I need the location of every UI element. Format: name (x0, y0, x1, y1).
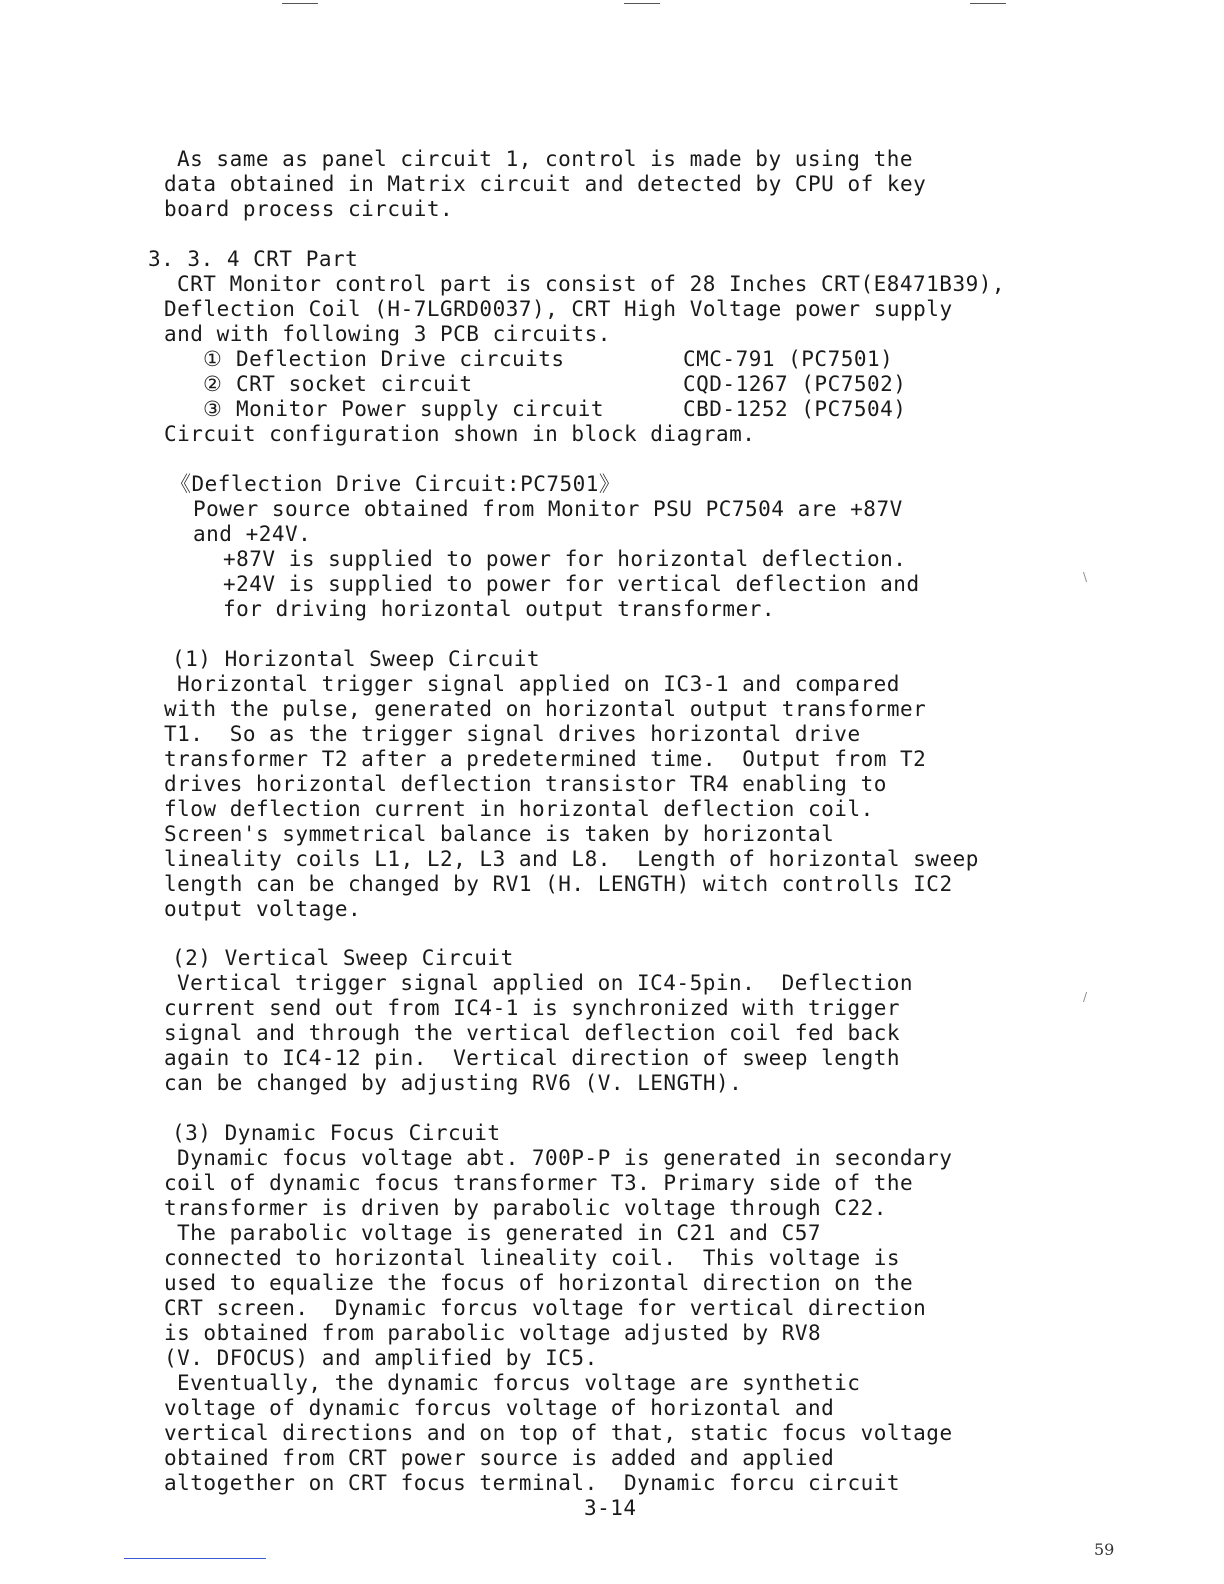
horizontal-line: drives horizontal deflection transistor TR4 enabling to (164, 772, 887, 796)
horizontal-line: transformer T2 after a predetermined time. Output from T2 (164, 747, 927, 771)
dynamic-focus-line: Dynamic focus voltage abt. 700P-P is generated in secondary (177, 1146, 953, 1170)
scan-mark-left (282, 3, 318, 4)
circuit-item-code: CMC-791 (PC7501) (683, 347, 894, 371)
vertical-line: Vertical trigger signal applied on IC4-5pin. Deflection (177, 971, 914, 995)
dynamic-focus-line: voltage of dynamic forcus voltage of horizontal and (164, 1396, 835, 1420)
section-heading-vertical-sweep: (2) Vertical Sweep Circuit (172, 946, 514, 970)
horizontal-line: with the pulse, generated on horizontal output transformer (164, 697, 927, 721)
corner-mark: 59 (1094, 1540, 1115, 1559)
deflection-drive-line: Power source obtained from Monitor PSU PC7504 are +87V (193, 497, 903, 521)
circuit-item-number: ② (203, 372, 223, 396)
intro-line: board process circuit. (164, 197, 454, 221)
dynamic-focus-line: coil of dynamic focus transformer T3. Primary side of the (164, 1171, 914, 1195)
dynamic-focus-line: altogether on CRT focus terminal. Dynamic forcu circuit (164, 1471, 901, 1495)
dynamic-focus-line: obtained from CRT power source is added and applied (164, 1446, 835, 1470)
page-number: 3-14 (584, 1496, 637, 1520)
deflection-drive-subline: +87V is supplied to power for horizontal deflection. (223, 547, 907, 571)
horizontal-line: T1. So as the trigger signal drives horizontal drive (164, 722, 861, 746)
dynamic-focus-line: transformer is driven by parabolic voltage through C22. (164, 1196, 887, 1220)
deflection-drive-subline: for driving horizontal output transformer. (223, 597, 776, 621)
dynamic-focus-line: The parabolic voltage is generated in C21 and C57 (177, 1221, 822, 1245)
vertical-line: can be changed by adjusting RV6 (V. LENGTH). (164, 1071, 743, 1095)
deflection-drive-line: and +24V. (193, 522, 312, 546)
dynamic-focus-line: Eventually, the dynamic forcus voltage are synthetic (177, 1371, 861, 1395)
dynamic-focus-line: CRT screen. Dynamic forcus voltage for vertical direction (164, 1296, 927, 1320)
section-heading-dynamic-focus: (3) Dynamic Focus Circuit (172, 1121, 501, 1145)
bottom-rule (124, 1558, 266, 1559)
section-heading-deflection-drive: 《Deflection Drive Circuit:PC7501》 (170, 472, 621, 496)
dynamic-focus-line: vertical directions and on top of that, static focus voltage (164, 1421, 953, 1445)
scan-speck: / (1083, 990, 1088, 1004)
circuit-item-name: Monitor Power supply circuit (236, 397, 605, 421)
horizontal-line: length can be changed by RV1 (H. LENGTH) witch controlls IC2 (164, 872, 953, 896)
section-heading-crt-part: 3. 3. 4 CRT Part (148, 247, 359, 271)
crt-part-line: CRT Monitor control part is consist of 28 Inches CRT(E8471B39), (177, 272, 1006, 296)
scan-speck: \ (1083, 570, 1088, 584)
circuit-item-code: CBD-1252 (PC7504) (683, 397, 907, 421)
horizontal-line: Screen's symmetrical balance is taken by horizontal (164, 822, 835, 846)
circuit-item-number: ③ (203, 397, 223, 421)
horizontal-line: output voltage. (164, 897, 362, 921)
crt-part-line: Deflection Coil (H-7LGRD0037), CRT High Voltage power supply (164, 297, 953, 321)
dynamic-focus-line: (V. DFOCUS) and amplified by IC5. (164, 1346, 598, 1370)
section-heading-horizontal-sweep: (1) Horizontal Sweep Circuit (172, 647, 541, 671)
scan-mark-center (624, 3, 660, 4)
vertical-line: current send out from IC4-1 is synchronized with trigger (164, 996, 901, 1020)
circuit-item-code: CQD-1267 (PC7502) (683, 372, 907, 396)
vertical-line: signal and through the vertical deflection coil fed back (164, 1021, 901, 1045)
horizontal-line: flow deflection current in horizontal deflection coil. (164, 797, 874, 821)
circuit-item-name: CRT socket circuit (236, 372, 473, 396)
dynamic-focus-line: is obtained from parabolic voltage adjusted by RV8 (164, 1321, 822, 1345)
dynamic-focus-line: used to equalize the focus of horizontal direction on the (164, 1271, 914, 1295)
scan-mark-right (970, 3, 1006, 4)
circuit-item-name: Deflection Drive circuits (236, 347, 565, 371)
config-note: Circuit configuration shown in block diagram. (164, 422, 756, 446)
circuit-item-number: ① (203, 347, 223, 371)
horizontal-line: lineality coils L1, L2, L3 and L8. Length of horizontal sweep (164, 847, 979, 871)
vertical-line: again to IC4-12 pin. Vertical direction of sweep length (164, 1046, 901, 1070)
dynamic-focus-line: connected to horizontal lineality coil. This voltage is (164, 1246, 901, 1270)
intro-line: data obtained in Matrix circuit and detected by CPU of key (164, 172, 927, 196)
horizontal-line: Horizontal trigger signal applied on IC3-1 and compared (177, 672, 900, 696)
deflection-drive-subline: +24V is supplied to power for vertical deflection and (223, 572, 920, 596)
crt-part-line: and with following 3 PCB circuits. (164, 322, 611, 346)
intro-line: As same as panel circuit 1, control is made by using the (177, 147, 914, 171)
